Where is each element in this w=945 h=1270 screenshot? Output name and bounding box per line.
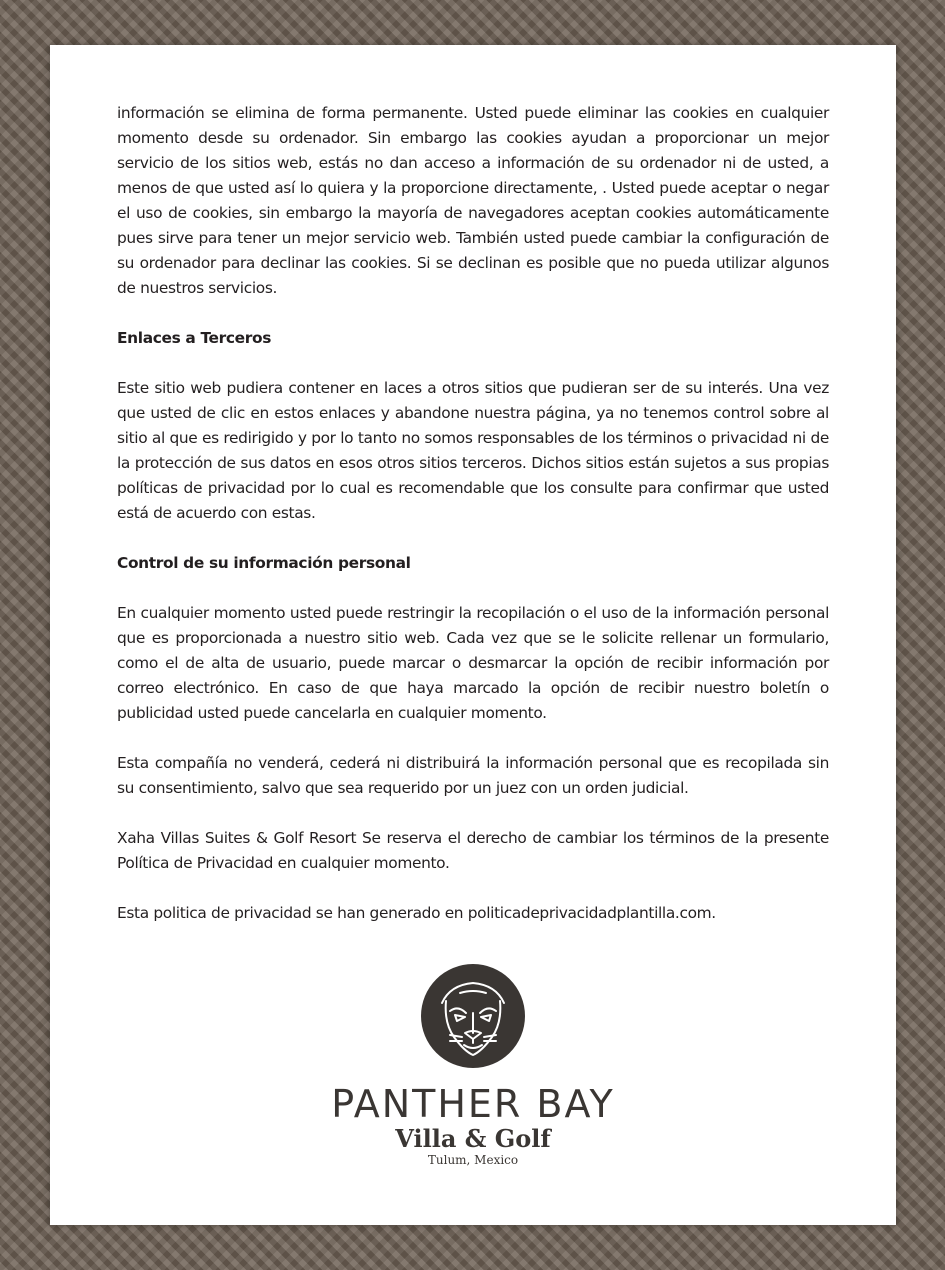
panther-bay-logo <box>320 963 626 1183</box>
generated-by-paragraph: Esta politica de privacidad se han generado en politicadeprivacidadplantilla.com. <box>117 904 716 922</box>
third-party-links-heading: Enlaces a Terceros <box>117 329 272 347</box>
document-body <box>117 101 829 951</box>
reserve-rights-paragraph: Xaha Villas Suites & Golf Resort Se reserva el derecho de cambiar los términos de la presente Política de Privacidad en cualquier momento. <box>117 829 829 872</box>
brand-location: Tulum, Mexico <box>427 1153 519 1167</box>
brand-subtitle: Villa & Golf <box>395 1124 551 1153</box>
panther-head-icon <box>420 963 526 1069</box>
personal-info-control-heading: Control de su información personal <box>117 554 411 572</box>
third-party-links-paragraph: Este sitio web pudiera contener en laces a otros sitios que pudieran ser de su interés. Una vez que usted de clic en estos enlaces y abandone nuestra página, ya no tenemos control sobre al sitio al que es redirigido y por lo tanto no somos responsables de los términos o privacidad ni de la protección de sus datos en esos otros sitios terceros. Dichos sitios están sujetos a sus propias políticas de privacidad por lo cual es recomendable que los consulte para confirmar que usted está de acuerdo con estas. <box>117 379 829 522</box>
document-page <box>50 45 896 1225</box>
cookies-paragraph: información se elimina de forma permanente. Usted puede eliminar las cookies en cualquier momento desde su ordenador. Sin embargo las cookies ayudan a proporcionar un mejor servicio de los sitios web, estás no dan acceso a información de su ordenador ni de usted, a menos de que usted así lo quiera y la proporcione directamente, . Usted puede aceptar o negar el uso de cookies, sin embargo la mayoría de navegadores aceptan cookies automáticamente pues sirve para tener un mejor servicio web. También usted puede cambiar la configuración de su ordenador para declinar las cookies. Si se declinan es posible que no pueda utilizar algunos de nuestros servicios. <box>117 104 829 297</box>
brand-name: PANTHER BAY <box>331 1082 615 1126</box>
personal-info-control-paragraph: En cualquier momento usted puede restringir la recopilación o el uso de la información personal que es proporcionada a nuestro sitio web. Cada vez que se le solicite rellenar un formulario, como el de alta de usuario, puede marcar o desmarcar la opción de recibir información por correo electrónico. En caso de que haya marcado la opción de recibir nuestro boletín o publicidad usted puede cancelarla en cualquier momento. <box>117 604 829 722</box>
no-sell-paragraph: Esta compañía no venderá, cederá ni distribuirá la información personal que es recopilada sin su consentimiento, salvo que sea requerido por un juez con un orden judicial. <box>117 754 829 797</box>
